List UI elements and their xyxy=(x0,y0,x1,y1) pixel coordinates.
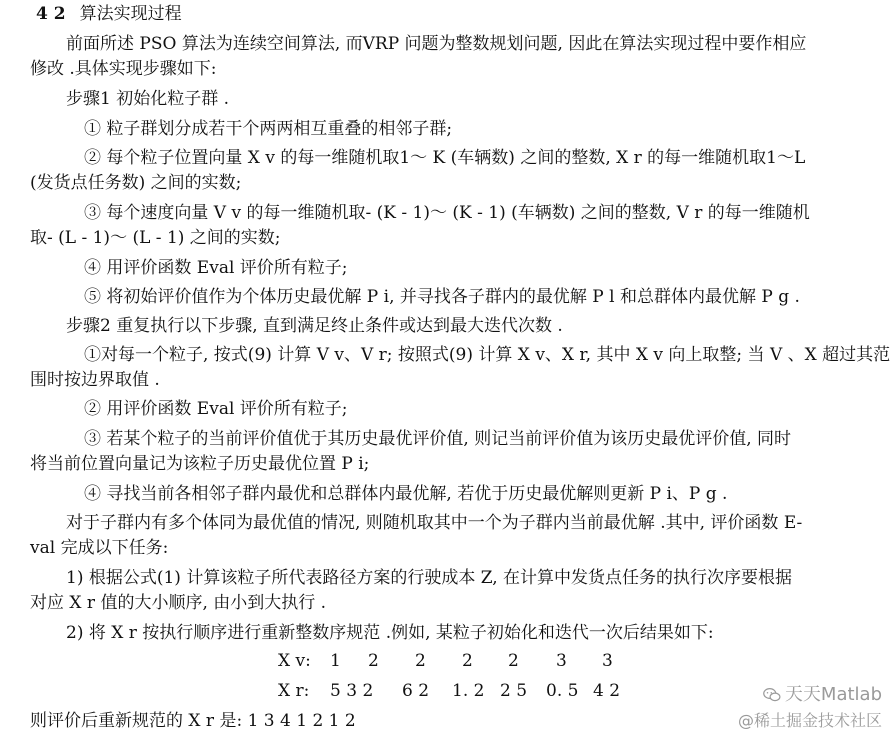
list-item: 2) 将 X r 按执行顺序进行重新整数序规范 .例如, 某粒子初始化和迭代一次后结果如下: xyxy=(66,623,714,643)
table-cell: 6 2 xyxy=(402,681,430,701)
list-item: ② 每个粒子位置向量 X v 的每一维随机取1～ K (车辆数) 之间的整数, X r 的每一维随机取1～L xyxy=(84,148,806,168)
table-cell: 3 xyxy=(556,651,567,671)
paragraph-line: 则评价后重新规范的 X r 是: 1 3 4 1 2 1 2 xyxy=(30,711,356,731)
paragraph-line: (发货点任务数) 之间的实数; xyxy=(30,173,242,193)
table-cell: 5 3 2 xyxy=(330,681,374,701)
table-cell: 2 xyxy=(368,651,379,671)
step-heading: 步骤1 初始化粒子群 . xyxy=(66,89,230,109)
table-cell: 0. 5 xyxy=(546,681,579,701)
list-item: ④ 寻找当前各相邻子群内最优和总群体内最优解, 若优于历史最优解则更新 P i、P g . xyxy=(84,484,728,504)
section-heading xyxy=(36,3,182,25)
table-cell: 2 xyxy=(462,651,473,671)
paragraph-line: 将当前位置向量记为该粒子历史最优位置 P i; xyxy=(30,454,370,474)
paragraph-line: 修改 .具体实现步骤如下: xyxy=(30,59,217,79)
paragraph-line: 取- (L - 1)～ (L - 1) 之间的实数; xyxy=(30,228,281,248)
list-item: ⑤ 将初始评价值作为个体历史最优解 P i, 并寻找各子群内的最优解 P l 和总群体内最优解 P g . xyxy=(84,287,800,307)
list-item: ④ 用评价函数 Eval 评价所有粒子; xyxy=(84,258,348,278)
list-item: ③ 若某个粒子的当前评价值优于其历史最优评价值, 则记当前评价值为该历史最优评价值, 同时 xyxy=(84,429,792,449)
list-item: ①对每一个粒子, 按式(9) 计算 V v、V r; 按照式(9) 计算 X v、X r, 其中 X v 向上取整; 当 V 、X 超过其范 xyxy=(84,345,890,365)
list-item: ② 用评价函数 Eval 评价所有粒子; xyxy=(84,399,348,419)
paragraph-line: 前面所述 PSO 算法为连续空间算法, 而VRP 问题为整数规划问题, 因此在算法实现过程中要作相应 xyxy=(66,34,807,54)
paragraph-line: 对于子群内有多个体同为最优值的情况, 则随机取其中一个为子群内当前最优解 .其中, 评价函数 E- xyxy=(66,513,803,533)
watermark-secondary: @稀土掘金技术社区 xyxy=(737,711,882,730)
example-table xyxy=(0,650,890,710)
watermark-line1: 天天Matlab xyxy=(784,684,882,705)
section-number: 4 2 xyxy=(36,4,66,24)
paragraph-line: 对应 X r 值的大小顺序, 由小到大执行 . xyxy=(30,593,327,613)
watermark-primary xyxy=(763,680,882,706)
list-item: ③ 每个速度向量 V v 的每一维随机取- (K - 1)～ (K - 1) (车辆数) 之间的整数, V r 的每一维随机 xyxy=(84,203,810,223)
list-item: 1) 根据公式(1) 计算该粒子所代表路径方案的行驶成本 Z, 在计算中发货点任务的执行次序要根据 xyxy=(66,568,793,588)
table-cell: 2 xyxy=(415,651,426,671)
table-cell: 3 xyxy=(602,651,613,671)
table-cell: 1 xyxy=(330,651,341,671)
list-item: ① 粒子群划分成若干个两两相互重叠的相邻子群; xyxy=(84,119,453,139)
paragraph-line: val 完成以下任务: xyxy=(30,538,169,558)
table-row-label: X v: xyxy=(278,651,311,671)
paragraph-line: 围时按边界取值 . xyxy=(30,370,160,390)
table-cell: 1. 2 xyxy=(452,681,485,701)
table-cell: 2 5 xyxy=(500,681,528,701)
table-cell: 2 xyxy=(508,651,519,671)
table-cell: 4 2 xyxy=(593,681,621,701)
wechat-icon xyxy=(763,687,781,703)
table-row-label: X r: xyxy=(278,681,310,701)
section-title: 算法实现过程 xyxy=(79,4,182,24)
step-heading: 步骤2 重复执行以下步骤, 直到满足终止条件或达到最大迭代次数 . xyxy=(66,316,563,336)
